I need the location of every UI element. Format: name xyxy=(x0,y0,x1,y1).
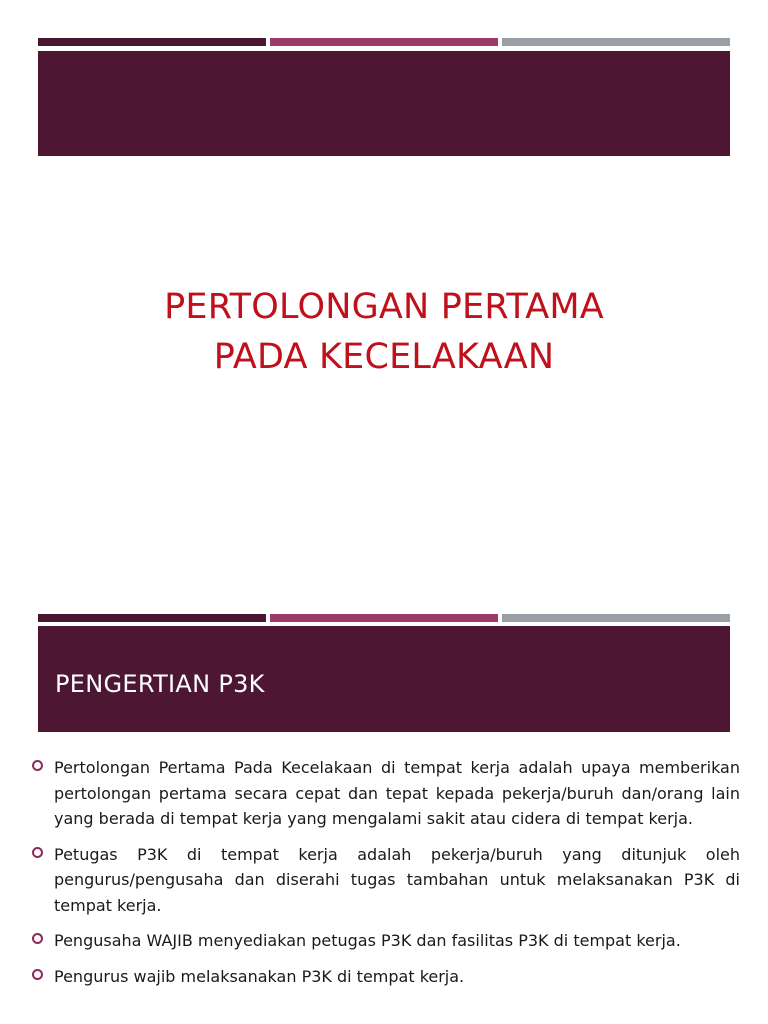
bullet-text: Pertolongan Pertama Pada Kecelakaan di tempat kerja adalah upaya memberikan pertolongan pertama secara cepat dan tepat kepada pekerja/buruh dan/orang lain yang berada di tempat kerja yang mengalami sakit atau cidera di tempat kerja. xyxy=(54,758,740,828)
accent-strip-magenta xyxy=(270,38,498,46)
slide-title-line-2: PADA KECELAKAAN xyxy=(213,337,555,377)
bullet-text: Pengurus wajib melaksanakan P3K di tempat kerja. xyxy=(54,966,465,986)
header-band xyxy=(38,626,730,732)
content-slide xyxy=(0,600,768,1024)
bullet-text: Petugas P3K di tempat kerja adalah pekerja/buruh yang ditunjuk oleh pengurus/pengusaha dan diserahi tugas tambahan untuk melaksanakan P3K di tempat kerja. xyxy=(54,844,740,915)
bullet-circle-icon xyxy=(32,933,43,944)
accent-strip-gray xyxy=(502,38,730,46)
accent-strip-magenta xyxy=(270,614,498,622)
bullet-circle-icon xyxy=(32,969,43,980)
bullet-item xyxy=(32,755,740,832)
bullet-item xyxy=(32,842,740,919)
bullet-circle-icon xyxy=(32,760,43,771)
bullet-text: Pengusaha WAJIB menyediakan petugas P3K dan fasilitas P3K di tempat kerja. xyxy=(54,931,681,950)
bullet-list xyxy=(32,755,740,999)
header-band xyxy=(38,51,730,156)
accent-strip-dark xyxy=(38,38,266,46)
bullet-item xyxy=(32,928,740,954)
accent-strip-gray xyxy=(502,614,730,622)
slide-title-line-1: PERTOLONGAN PERTAMA xyxy=(164,287,604,327)
accent-strip-dark xyxy=(38,614,266,622)
bullet-item xyxy=(32,964,740,990)
bullet-circle-icon xyxy=(32,847,43,858)
section-heading: PENGERTIAN P3K xyxy=(55,670,265,698)
slide-title xyxy=(0,282,768,382)
